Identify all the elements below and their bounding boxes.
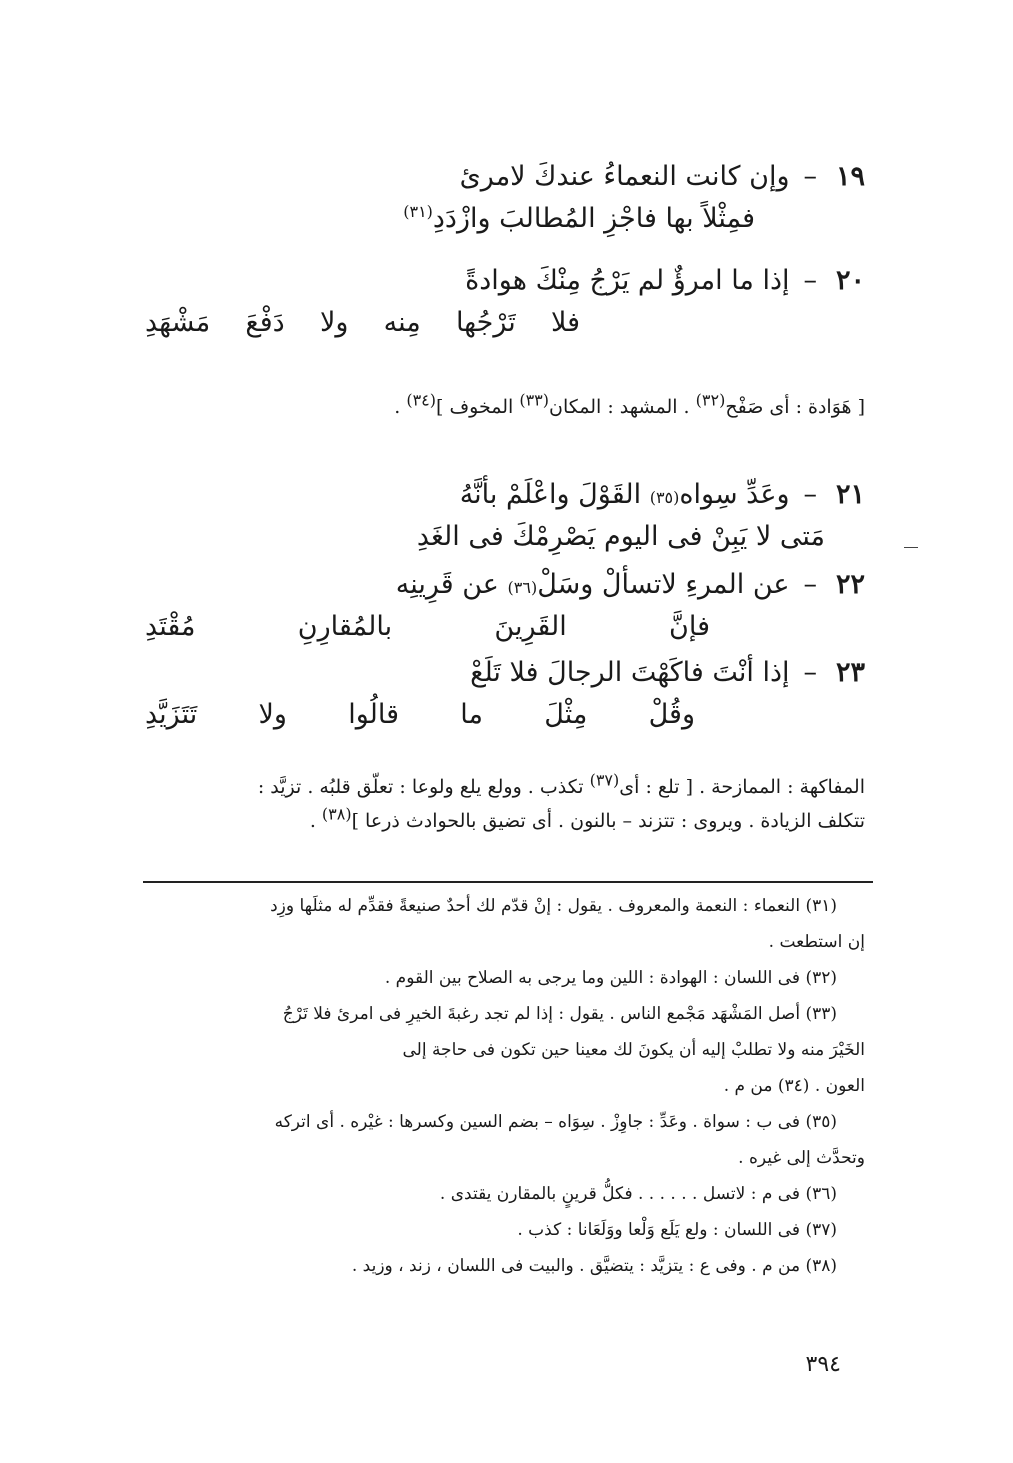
verse-word: مَشْهَدِ <box>145 307 211 338</box>
verse-dash: – <box>803 265 817 296</box>
verse-22: ٢٢ – عن المرءِ لاتسألْ وسَلْ (٣٦) عن قَرِينِه فإنَّ القَرِينَ بالمُقارِنِ مُقْتَدِ <box>145 569 865 642</box>
footnote-line: وتحدَّث إلى غيره . <box>738 1148 865 1168</box>
footnote-ref: (٣٧) <box>589 770 620 790</box>
footnote-line: (٣٥) فى ب : سواة . وعَدِّ : جاوِزْ . سِوَاه – بضم السين وكسرها : غيْره . أى اتركه <box>274 1112 837 1132</box>
gloss-text: المخوف ] <box>436 396 520 418</box>
verse-20 <box>145 264 865 340</box>
verse-number: ٢٠ <box>835 265 865 296</box>
verse-hemistich-1a: عن المرءِ لاتسألْ وسَلْ <box>537 569 790 600</box>
footnote-ref: (٣٢) <box>695 390 726 410</box>
verse-hemistich-1: إذا أنْتَ فاكَهْتَ الرجالَ فلا تَلَعْ <box>470 657 790 688</box>
verse-number: ٢٢ <box>835 569 865 600</box>
verse-word: تَرْجُها <box>455 307 516 338</box>
footnote-line: (٣٧) فى اللسان : ولع يَلَع وَلْعا ووَلَعَانا : كذب . <box>517 1220 837 1240</box>
verse-word: مِنه <box>383 307 421 338</box>
footnote-line: (٣٨) من م . وفى ع : يتزيَّد : يتضيَّق . والبيت فى اللسان ، زند ، وزيد . <box>351 1256 837 1276</box>
verse-19 <box>145 160 865 236</box>
verse-word: ولا <box>258 699 287 730</box>
verse-hemistich-1b: عن قَرِينِه <box>395 569 499 600</box>
verse-word: فإنَّ <box>669 611 710 642</box>
verse-hemistich-2: مَتى لا يَبِنْ فى اليوم يَصْرِمْكَ فى الغَدِ <box>416 521 825 552</box>
footnote-line: الخَيْرَ منه ولا تطلبْ إليه أن يكونَ لك معينا حين تكون فى حاجة إلى <box>402 1040 865 1060</box>
verse-dash: – <box>803 161 817 192</box>
verse-number: ٢١ <box>835 479 865 510</box>
gloss-text: تتكلف الزيادة . ويروى : تتزند – بالنون . أى تضيق بالحوادث ذرعا ] <box>351 810 865 832</box>
footnote-ref: (٣٨) <box>321 804 352 824</box>
gloss-text: . <box>394 396 407 418</box>
footnote-ref: (٣٣) <box>519 390 550 410</box>
verse-21: ٢١ – وعَدِّ سِواه (٣٥) القَوْلَ واعْلَمْ بأنَّهُ مَتى لا يَبِنْ فى اليوم يَصْرِمْكَ فى الغَدِ <box>416 479 865 552</box>
footnote-line: (٣٦) فى م : لاتسل . . . . . . فكلُّ قرينٍ بالمقارن يقتدى . <box>439 1184 837 1204</box>
verse-hemistich-2: فمِثْلاً بها فاجْزِ المُطالبَ وازْدَدِ <box>432 203 755 234</box>
verse-hemistich-1: وإن كانت النعماءُ عندكَ لامرئ <box>459 161 790 192</box>
verse-number: ١٩ <box>835 161 865 192</box>
footnote-line: (٣٣) أصل المَشْهَد مَجْمع الناس . يقول : إذا لم تجد رغبةَ الخيرِ فى امرئ فلا تَرْجُ <box>282 1004 837 1024</box>
verse-dash: – <box>803 479 817 510</box>
verse-word: فلا <box>550 307 580 338</box>
verse-word: تَتَزَيَّدِ <box>145 699 198 730</box>
verse-hemistich-1a: وعَدِّ سِواه <box>679 479 790 510</box>
verse-hemistich-1b: القَوْلَ واعْلَمْ بأنَّهُ <box>459 479 642 510</box>
gloss-text: تكذب . وولع يلع ولوعا : تعلّق قلبُه . تزيَّد : <box>257 776 590 798</box>
gloss-text: . المشهد : المكان <box>549 396 696 418</box>
footnote-separator <box>143 881 873 883</box>
verse-word: مِثْلَ <box>544 699 588 730</box>
verse-23 <box>145 656 865 732</box>
verse-word: ما <box>460 699 483 730</box>
footnote-line: (٣١) النعماء : النعمة والمعروف . يقول : إنْ قدّم لك أحدٌ صنيعةً فقدِّم له مثلَها وزِد <box>270 896 837 916</box>
footnote-line: العون . (٣٤) من م . <box>723 1076 865 1096</box>
footnotes <box>135 888 865 1284</box>
gloss-paragraph-2 <box>145 770 865 838</box>
footnote-line: إن استطعت . <box>768 932 865 952</box>
verse-word: قالُوا <box>348 699 400 730</box>
gloss-text: [ هَوَادة : أى صَفْح <box>725 396 865 418</box>
verse-word: بالمُقارِنِ <box>297 611 393 642</box>
footnote-ref: (٣١) <box>403 202 433 221</box>
verse-dash: – <box>803 657 817 688</box>
verse-word: القَرِينَ <box>494 611 567 642</box>
gloss-text: . <box>309 810 322 832</box>
verse-word: ولا <box>319 307 349 338</box>
verse-word: مُقْتَدِ <box>145 611 196 642</box>
verse-number: ٢٣ <box>835 657 865 688</box>
gloss-text: المفاكهة : الممازحة . [ تلع : أى <box>619 776 865 798</box>
verse-hemistich-1: إذا ما امرؤٌ لم يَرْجُ مِنْكَ هوادةً <box>465 265 790 296</box>
footnote-ref: (٣٤) <box>406 390 436 410</box>
verse-word: وقُلْ <box>648 699 695 730</box>
scan-mark <box>904 547 918 548</box>
gloss-paragraph-1 <box>145 390 865 424</box>
page-number: ٣٩٤ <box>805 1352 841 1377</box>
footnote-line: (٣٢) فى اللسان : الهوادة : اللين وما يرجى به الصلاح بين القوم . <box>384 968 837 988</box>
verse-word: دَفْعَ <box>245 307 285 338</box>
verse-dash: – <box>803 569 817 600</box>
